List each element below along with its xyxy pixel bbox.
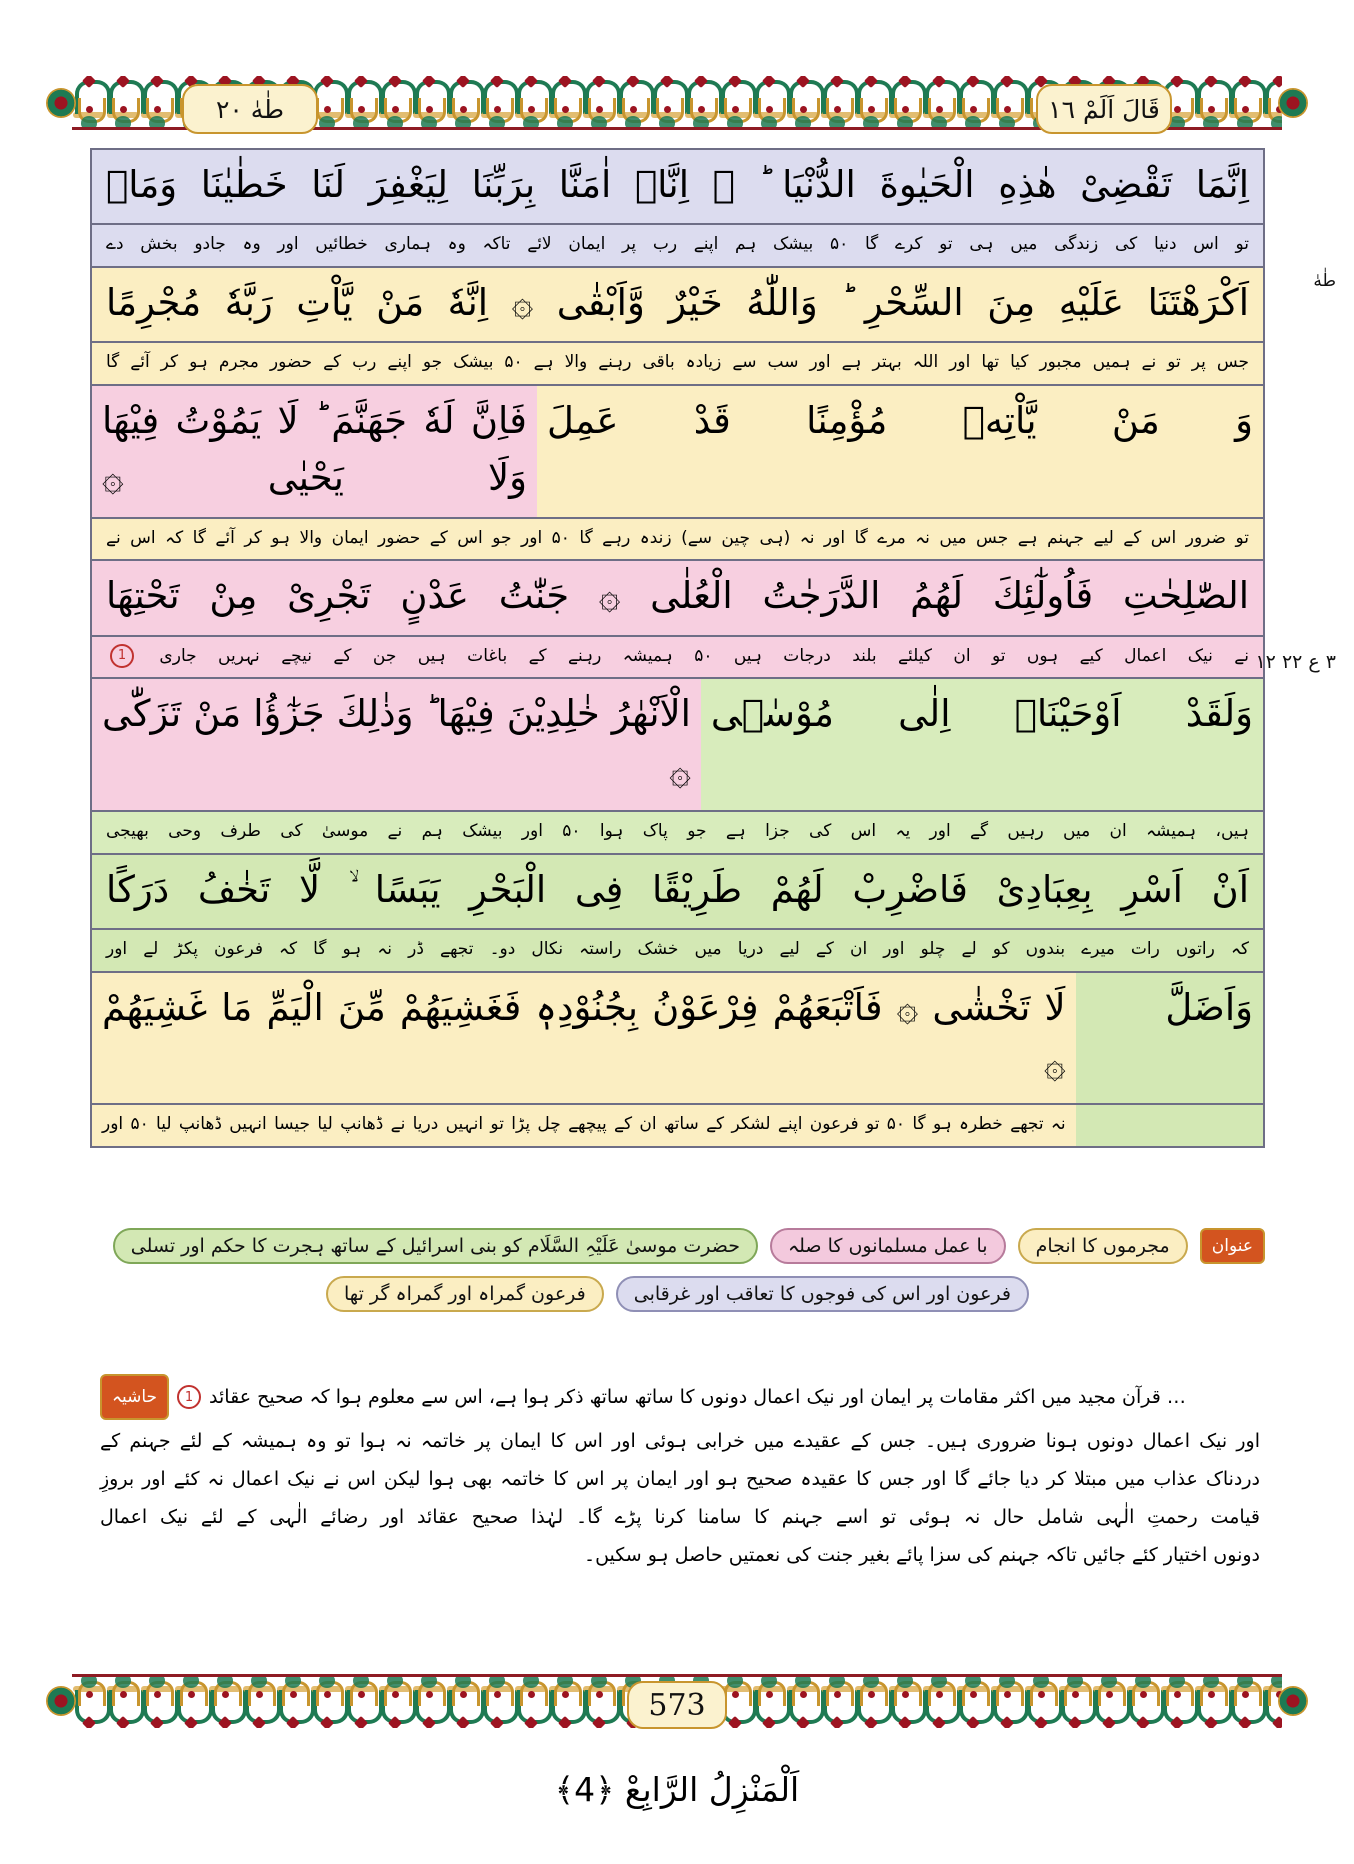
- ornament-motif: [548, 1672, 582, 1728]
- ornament-motif: [446, 1672, 480, 1728]
- ornament-motif: [446, 76, 480, 132]
- ornament-motif: [1058, 1672, 1092, 1728]
- heading-pill[interactable]: حضرت موسیٰ عَلَیْہِ السَّلَام کو بنی اسرائیل کے ساتھ ہجرت کا حکم اور تسلی: [113, 1228, 758, 1264]
- ornament-motif: [72, 1672, 106, 1728]
- ayah-segment-right: وَلَقَدْ اَوْحَيْنَاۤ اِلٰى مُوْسٰۤى: [701, 679, 1263, 810]
- ornament-motif: [72, 76, 106, 132]
- para-cartouche: قَالَ اَلَمْ ١٦: [1036, 84, 1172, 134]
- ornament-motif: [514, 1672, 548, 1728]
- translation-text: نے نیک اعمال کیے ہوں تو ان کیلئے بلند درجات ہیں ۵۰ ہمیشہ رہنے کے باغات ہیں جن کے نیچے نہریں جاری: [159, 645, 1249, 666]
- footnote-lead: … قرآن مجید میں اکثر مقامات پر ایمان اور نیک اعمال دونوں کا ساتھ ساتھ ذکر ہوا ہے، اس سے معلوم ہوا کہ صحیح عقائد: [209, 1386, 1186, 1408]
- ornament-motif: [582, 76, 616, 132]
- ayah-segment-left: فَاِنَّ لَهٗ جَهَنَّمَ ؕ لَا يَمُوْتُ فِيْهَا وَلَا يَحْيٰى ۞: [92, 386, 537, 517]
- surah-cartouche: طٰهٰ ٢٠: [182, 84, 318, 134]
- translation-split: [92, 1105, 1263, 1146]
- ornament-motif: [990, 1672, 1024, 1728]
- ornament-motif: [1194, 76, 1228, 132]
- ornament-motif: [752, 76, 786, 132]
- ayah-line: اِنَّمَا تَقْضِىْ هٰذِهِ الْحَيٰوةَ الدُّنْيَا ؕ ۞ اِنَّاۤ اٰمَنَّا بِرَبِّنَا لِيَغْفِرَ لَنَا خَطٰيٰنَا وَمَاۤ: [92, 150, 1263, 225]
- heading-tag: عنوان: [1200, 1228, 1265, 1264]
- heading-line-1: [90, 1228, 1265, 1264]
- ornament-motif: [752, 1672, 786, 1728]
- ornament-motif: [1194, 1672, 1228, 1728]
- ornament-motif: [1228, 1672, 1262, 1728]
- ornament-motif: [854, 76, 888, 132]
- margin-ruku-label: ٣ ع ٢٢ ١٢: [1255, 651, 1336, 673]
- margin-surah-label: طٰهٰ: [1313, 271, 1336, 291]
- ornament-motif: [786, 76, 820, 132]
- ornament-motif: [820, 76, 854, 132]
- ayah-split: [92, 679, 1263, 812]
- ornament-motif: [956, 1672, 990, 1728]
- footnote-number: 1: [177, 1385, 201, 1409]
- table-row: [92, 561, 1263, 679]
- ornament-endcap-left-bottom: [46, 1686, 76, 1716]
- ornament-motif: [344, 76, 378, 132]
- translation-line: ہیں، ہمیشہ ان میں رہیں گے اور یہ اس کی جزا ہے جو پاک ہوا ۵۰ اور بیشک ہم نے موسیٰ کی طرف وحی بھیجی: [92, 812, 1263, 855]
- table-row: [92, 268, 1263, 386]
- ornament-motif: [276, 1672, 310, 1728]
- ayah-segment-left: الْاَنْهٰرُ خٰلِدِيْنَ فِيْهَا ؕ وَذٰلِكَ جَزٰٓؤُا مَنْ تَزَكّٰى ۞: [92, 679, 701, 810]
- ornament-motif: [888, 1672, 922, 1728]
- ornament-motif: [718, 76, 752, 132]
- heading-pill[interactable]: فرعون اور اس کی فوجوں کا تعاقب اور غرقابی: [616, 1276, 1029, 1312]
- ornament-motif: [412, 76, 446, 132]
- ornament-motif: [344, 1672, 378, 1728]
- table-row: [92, 150, 1263, 268]
- ayah-segment-left: لَا تَخْشٰى ۞ فَاَتْبَعَهُمْ فِرْعَوْنُ بِجُنُوْدِهٖ فَغَشِيَهُمْ مِّنَ الْيَمِّ مَا غَشِيَهُمْ ۞: [92, 973, 1076, 1104]
- ornament-motif: [616, 76, 650, 132]
- ornament-motif: [1092, 1672, 1126, 1728]
- ayah-split: [92, 973, 1263, 1106]
- table-row: [92, 855, 1263, 973]
- ornament-motif: [820, 1672, 854, 1728]
- ornament-motif: [786, 1672, 820, 1728]
- ornament-motif: [378, 76, 412, 132]
- ornament-motif: [548, 76, 582, 132]
- ayah-split: [92, 386, 1263, 519]
- ornament-motif: [140, 1672, 174, 1728]
- page-number: 573: [627, 1681, 727, 1729]
- ornament-motif: [480, 1672, 514, 1728]
- footnote-head: [100, 1374, 1260, 1420]
- ornament-motif: [684, 76, 718, 132]
- footnote-line: قیامت رحمتِ الٰہی شامل حال نہ ہوئی تو اسے جہنم کا سامنا کرنا پڑے گا۔ لہٰذا صحیح عقائد اور رضائے الٰہی کے لئے نیک اعمال: [100, 1506, 1260, 1528]
- ornament-endcap-right: [1278, 88, 1308, 118]
- table-row: [92, 386, 1263, 561]
- ayah-segment-right: وَاَضَلَّ: [1076, 973, 1263, 1104]
- ornament-motif: [888, 76, 922, 132]
- ornament-motif: [922, 76, 956, 132]
- footnote-line: اور نیک اعمال دونوں ہونا ضروری ہیں۔ جس کے عقیدے میں خرابی ہوئی اور اس کا ایمان پر خاتمہ نہ ہوا تو وہ ہمیشہ کے لئے جہنم کے: [100, 1430, 1260, 1452]
- translation-line: [92, 637, 1263, 680]
- footnote-marker-1[interactable]: 1: [110, 644, 134, 668]
- ornament-motif: [378, 1672, 412, 1728]
- table-row: [92, 679, 1263, 854]
- translation-line: تو ضرور اس کے لیے جہنم ہے جس میں نہ مرے گا اور نہ (ہی چین سے) زندہ رہے گا ۵۰ اور جو اس کے حضور ایمان والا ہو کر آئے گا کہ اس نے: [92, 519, 1263, 562]
- ornament-motif: [514, 76, 548, 132]
- ornament-motif: [1160, 1672, 1194, 1728]
- ornament-motif: [1228, 76, 1262, 132]
- ornament-motif: [310, 1672, 344, 1728]
- ornament-endcap-right-bottom: [1278, 1686, 1308, 1716]
- footnote-tag: حاشیہ: [100, 1374, 169, 1420]
- ornament-motif: [956, 76, 990, 132]
- ornament-motif: [854, 1672, 888, 1728]
- ornament-rule-bottom: [72, 1674, 1282, 1677]
- ayah-segment-right: وَ مَنْ يَّاْتِهٖ مُؤْمِنًا قَدْ عَمِلَ: [537, 386, 1263, 517]
- ayah-line: اَنْ اَسْرِ بِعِبَادِىْ فَاضْرِبْ لَهُمْ طَرِيْقًا فِى الْبَحْرِ يَبَسًا ۙ لَّا تَخٰفُ دَرَكًا: [92, 855, 1263, 930]
- translation-line: نہ تجھے خطرہ ہو گا ۵۰ تو فرعون اپنے لشکر کے ساتھ ان کے پیچھے چل پڑا تو انہیں دریا نے ڈھانپ لیا جیسا انہیں ڈھانپ لیا ۵۰ اور: [92, 1105, 1076, 1146]
- ornament-motif: [106, 76, 140, 132]
- ornament-motif: [582, 1672, 616, 1728]
- ornament-motif: [1126, 1672, 1160, 1728]
- ayah-line: اَكْرَهْتَنَا عَلَيْهِ مِنَ السِّحْرِ ؕ وَاللّٰهُ خَيْرٌ وَّاَبْقٰى ۞ اِنَّهٗ مَنْ يَّاْتِ رَبَّهٗ مُجْرِمًا: [92, 268, 1263, 343]
- ornament-motif: [140, 76, 174, 132]
- verse-block: [90, 148, 1265, 1148]
- ornament-endcap-left: [46, 88, 76, 118]
- heading-line-2: [90, 1276, 1265, 1312]
- ornament-motif: [412, 1672, 446, 1728]
- table-row: [92, 973, 1263, 1146]
- footnote-block: [100, 1374, 1260, 1574]
- ornament-motif: [242, 1672, 276, 1728]
- ornament-motif: [922, 1672, 956, 1728]
- heading-pill[interactable]: با عمل مسلمانوں کا صلہ: [770, 1228, 1006, 1264]
- ornament-motif: [1024, 1672, 1058, 1728]
- footnote-line: دردناک عذاب میں مبتلا کر دیا جائے گا اور جس کا عقیدہ صحیح ہو اور ایمان پر اس کا خاتمہ بھی ہوا لیکن اس نے نیک اعمال نہ کئے اور بروزِ: [100, 1468, 1260, 1490]
- ornament-motif: [174, 1672, 208, 1728]
- ornament-motif: [990, 76, 1024, 132]
- ornament-motif: [106, 1672, 140, 1728]
- heading-pill[interactable]: مجرموں کا انجام: [1018, 1228, 1188, 1264]
- translation-line: تو اس دنیا کی زندگی میں ہی تو کرے گا ۵۰ بیشک ہم اپنے رب پر ایمان لائے تاکہ وہ ہماری خطائیں اور وہ جادو بخش دے: [92, 225, 1263, 268]
- section-headings: [90, 1228, 1265, 1324]
- translation-line: کہ راتوں رات میرے بندوں کو لے چلو اور ان کے لیے دریا میں خشک راستہ نکال دو۔ تجھے ڈر نہ ہو گا کہ فرعون پکڑ لے اور: [92, 930, 1263, 973]
- heading-pill[interactable]: فرعون گمراہ اور گمراہ گر تھا: [326, 1276, 604, 1312]
- manzil-label: اَلْمَنْزِلُ الرَّابِعْ ﴿4﴾: [554, 1770, 800, 1809]
- translation-line: جس پر تو نے ہمیں مجبور کیا تھا اور اللہ بہتر ہے اور سب سے زیادہ باقی رہنے والا ہے ۵۰ بیشک جو اپنے رب کے حضور مجرم ہو کر آئے گا: [92, 343, 1263, 386]
- footnote-line: دونوں اختیار کئے جائیں تاکہ جہنم کی سزا پائے بغیر جنت کی نعمتیں حاصل ہو سکیں۔: [583, 1544, 1260, 1566]
- translation-line-tail: [1076, 1105, 1263, 1146]
- ayah-line: الصّٰلِحٰتِ فَاُولٰٓئِكَ لَهُمُ الدَّرَجٰتُ الْعُلٰى ۞ جَنّٰتُ عَدْنٍ تَجْرِىْ مِنْ تَحْتِهَا: [92, 561, 1263, 636]
- ornament-motif: [650, 76, 684, 132]
- ornament-motif: [208, 1672, 242, 1728]
- ornament-motif: [480, 76, 514, 132]
